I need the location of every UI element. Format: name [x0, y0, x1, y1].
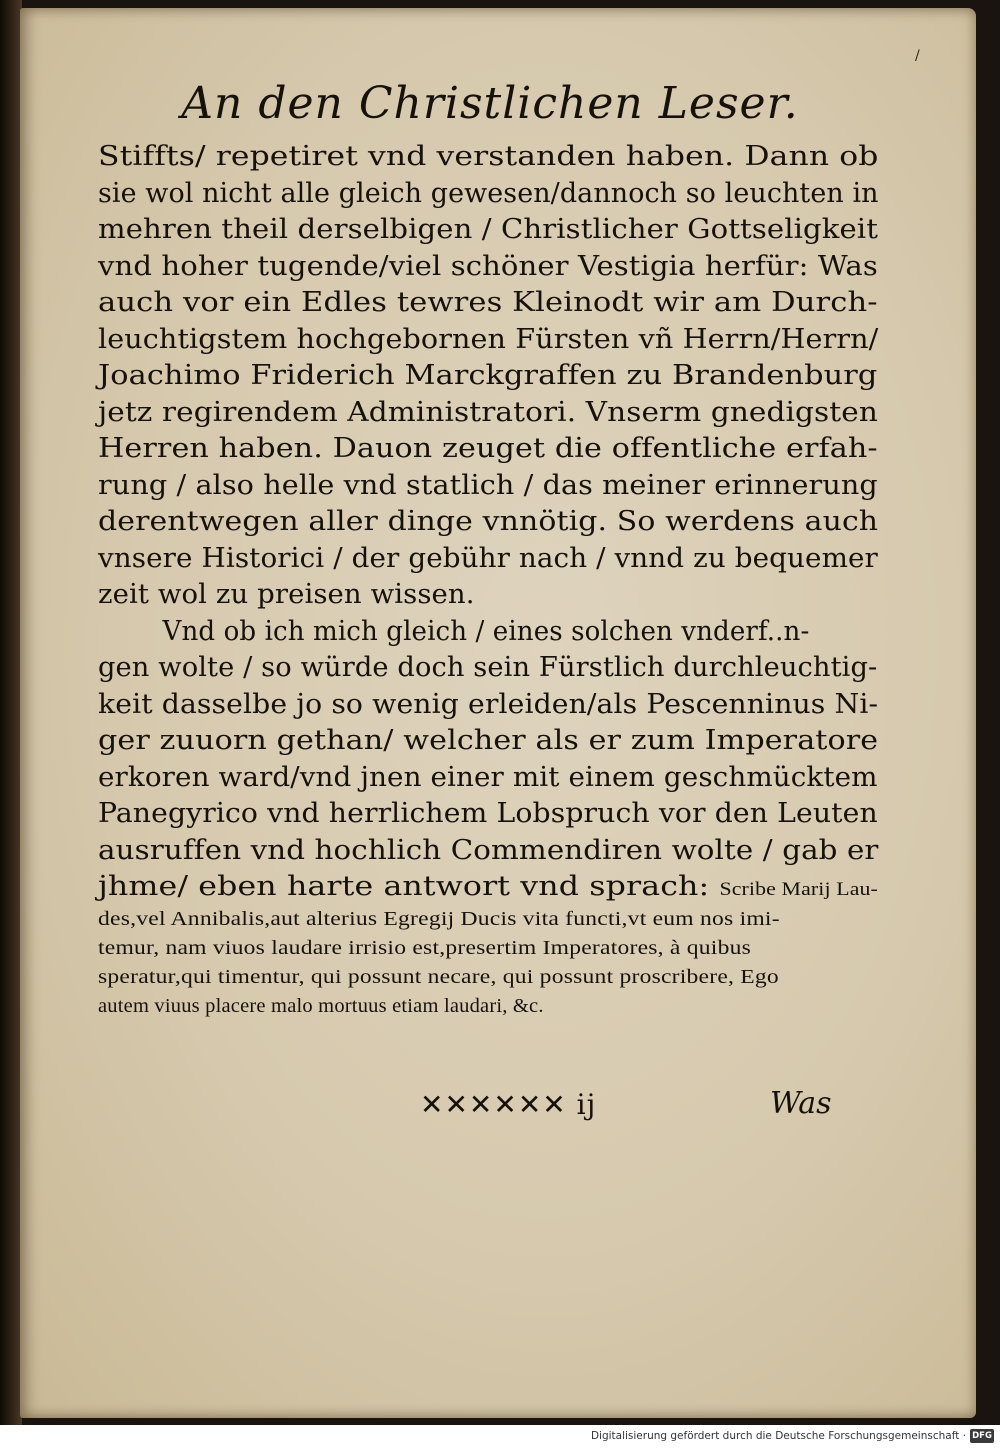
- latin-line: temur, nam viuos laudare irrisio est,presertim Imperatores, à quibus: [98, 936, 752, 959]
- text-line: sie wol nicht alle gleich gewesen/dannoch so leuchten in: [98, 176, 879, 209]
- text-line: derentwegen aller dinge vnnötig. So werdens auch: [98, 505, 879, 537]
- mixed-line-fraktur: jhme/ eben harte antwort vnd sprach:: [98, 870, 710, 902]
- latin-line: speratur,qui timentur, qui possunt necare, qui possunt proscribere, Ego: [98, 965, 779, 988]
- text-line: zeit wol zu preisen wissen.: [98, 578, 475, 610]
- text-line: Stiffts/ repetiret vnd verstanden haben. Dann ob: [98, 140, 879, 172]
- text-line: Panegyrico vnd herrlichem Lobspruch vor den Leuten: [98, 797, 878, 829]
- mixed-line-latin: Scribe Marij Lau-: [719, 879, 878, 900]
- text-line: keit dasselbe jo so wenig erleiden/als Pescenninus Ni-: [98, 687, 879, 720]
- text-line: erkoren ward/vnd jnen einer mit einem geschmücktem: [98, 760, 878, 793]
- catchword: Was: [770, 1086, 832, 1121]
- funding-credit: Digitalisierung gefördert durch die Deutsche Forschungsgemeinschaft ·: [590, 1430, 966, 1442]
- text-line: vnsere Historici / der gebühr nach / vnnd zu bequemer: [98, 541, 878, 574]
- running-head: An den Christlichen Leser.: [181, 78, 799, 129]
- text-line: Herren haben. Dauon zeuget die offentliche erfah-: [98, 432, 878, 464]
- text-line: mehren theil derselbigen / Christlicher Gottseligkeit: [98, 213, 879, 245]
- book-spine-edge: [0, 0, 22, 1425]
- text-line: Vnd ob ich mich gleich / eines solchen vnderf..n-: [162, 614, 810, 647]
- text-line: auch vor ein Edles tewres Kleinodt wir am Durch-: [98, 286, 878, 318]
- text-line: gen wolte / so würde doch sein Fürstlich durchleuchtig-: [98, 651, 878, 683]
- text-line: leuchtigstem hochgebornen Fürsten vñ Herrn/Herrn/: [98, 322, 879, 355]
- text-line: jetz regirendem Administratori. Vnserm gnedigsten: [98, 395, 878, 428]
- text-line: vnd hoher tugende/viel schöner Vestigia herfür: Was: [98, 249, 878, 282]
- latin-line: des,vel Annibalis,aut alterius Egregij Ducis vita functi,vt eum nos imi-: [98, 907, 780, 930]
- corner-mark: /: [915, 48, 920, 64]
- dfg-logo: DFG: [970, 1429, 994, 1443]
- text-line: rung / also helle vnd statlich / das meiner erinnerung: [98, 468, 878, 501]
- text-line-mixed: [98, 868, 995, 905]
- text-line: Joachimo Friderich Marckgraffen zu Brandenburg: [98, 359, 878, 391]
- text-line: ausruffen vnd hochlich Commendiren wolte / gab er: [98, 833, 879, 866]
- text-line: ger zuuorn gethan/ welcher als er zum Imperatore: [98, 724, 879, 756]
- body-text: [98, 138, 878, 1021]
- signature-mark: ✕✕✕✕✕✕ ij: [420, 1088, 597, 1121]
- page-paper: [20, 8, 976, 1418]
- latin-line: autem viuus placere malo mortuus etiam laudari, &c.: [98, 994, 544, 1017]
- footer-bar: [0, 1425, 1000, 1449]
